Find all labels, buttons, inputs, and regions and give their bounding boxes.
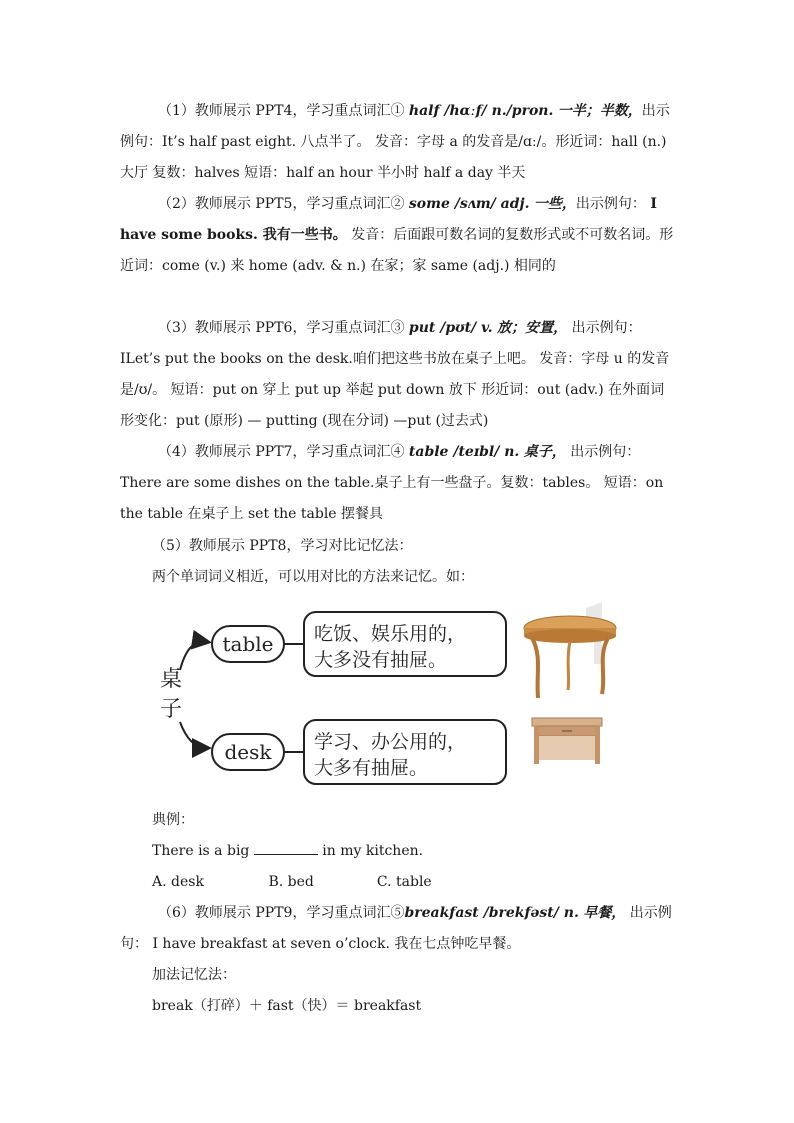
- word-desk: desk: [224, 740, 272, 764]
- example-options: [152, 867, 708, 898]
- answer-blank[interactable]: [254, 840, 318, 855]
- vocab-word: some /sʌm/ adj.: [408, 196, 530, 212]
- paragraph-lead: （6）教师展示 PPT9，学习重点词汇⑤: [158, 905, 405, 921]
- option-b[interactable]: B. bed: [268, 874, 314, 890]
- option-c[interactable]: C. table: [376, 874, 432, 890]
- paragraph-lead: （2）教师展示 PPT5，学习重点词汇②: [158, 196, 405, 212]
- vocab-word: table /teɪbl/ n.: [408, 444, 520, 460]
- desc-table-line1: 吃饭、娱乐用的，: [314, 623, 467, 645]
- example-sentence: I have some books. 我有一些书。: [120, 196, 657, 243]
- paragraph-text: 发音：后面跟可数名词的复数形式或不可数名词。形近词：come (v.) 来 home (adv. & n.) 在家；家 same (adj.) 相同的: [120, 227, 674, 274]
- diagram-root-char1: 桌: [160, 667, 183, 692]
- example-question: [152, 836, 708, 867]
- paragraph-text: 出示例句：There are some dishes on the table.桌子上有一些盘子。复数：tables。 短语：on the table 在桌子上 set the table 摆餐具: [120, 444, 664, 522]
- paragraph-table: [120, 437, 676, 530]
- vocab-word: put /pʊt/ v.: [408, 320, 493, 336]
- paragraph-breakfast: [120, 898, 676, 960]
- question-text-after: in my kitchen.: [322, 843, 424, 859]
- arrow-to-desk: [180, 722, 208, 748]
- paragraph-text: 出示例句：: [575, 196, 646, 212]
- vocab-meaning: 一半；半数，: [557, 103, 642, 119]
- paragraph-lead: （4）教师展示 PPT7，学习重点词汇④: [158, 444, 405, 460]
- paragraph-half: [120, 96, 676, 189]
- paragraph-some: [120, 189, 676, 282]
- diagram-root-char2: 子: [160, 697, 183, 722]
- vocab-meaning: 放；安置，: [497, 320, 568, 336]
- paragraph-text: 出示例句： I have breakfast at seven o’clock. 我在七点钟吃早餐。: [120, 905, 672, 952]
- vocab-meaning: 早餐，: [583, 905, 626, 921]
- table-desk-diagram: [150, 598, 620, 796]
- word-table: table: [222, 632, 274, 656]
- paragraph-put: [120, 313, 676, 437]
- vocab-word: breakfast /brekfəst/ n.: [404, 905, 579, 921]
- option-a[interactable]: A. desk: [152, 874, 204, 890]
- vocab-meaning: 桌子，: [523, 444, 566, 460]
- addition-heading: 加法记忆法：: [152, 967, 236, 983]
- round-table-image: [524, 602, 616, 698]
- vocab-word: half /hɑːf/ n./pron.: [408, 103, 554, 119]
- compare-intro: 两个单词词义相近，可以用对比的方法来记忆。如：: [152, 569, 474, 585]
- paragraph-lead: （3）教师展示 PPT6，学习重点词汇③: [158, 320, 405, 336]
- desc-table-line2: 大多没有抽屉。: [314, 649, 448, 671]
- paragraph-text: 出示例句：ILet’s put the books on the desk.咱们把这些书放在桌子上吧。 发音：字母 u 的发音是/ʊ/。 短语：put on 穿上 put up 举起 put down 放下 形近词：out (adv.) 在外面词形变化：put (原形) — putting (现在分词) —put (过去式): [120, 320, 670, 429]
- desc-desk-line2: 大多有抽屉。: [314, 757, 429, 779]
- paragraph-text: 出示例句：It’s half past eight. 八点半了。 发音：字母 a 的发音是/ɑː/。形近词：hall (n.) 大厅 复数：halves 短语：half an hour 半小时 half a day 半天: [120, 103, 670, 181]
- addition-formula: break（打碎）＋ fast（快）＝ breakfast: [152, 998, 422, 1014]
- paragraph-compare: （5）教师展示 PPT8，学习对比记忆法：: [152, 538, 413, 554]
- paragraph-lead: （1）教师展示 PPT4，学习重点词汇①: [158, 103, 405, 119]
- example-heading: 典例：: [152, 812, 194, 828]
- question-text-before: There is a big: [152, 843, 250, 859]
- desk-image: [532, 718, 602, 764]
- arrow-to-table: [180, 642, 208, 670]
- vocab-meaning: 一些，: [533, 196, 576, 212]
- desc-desk-line1: 学习、办公用的，: [314, 731, 467, 753]
